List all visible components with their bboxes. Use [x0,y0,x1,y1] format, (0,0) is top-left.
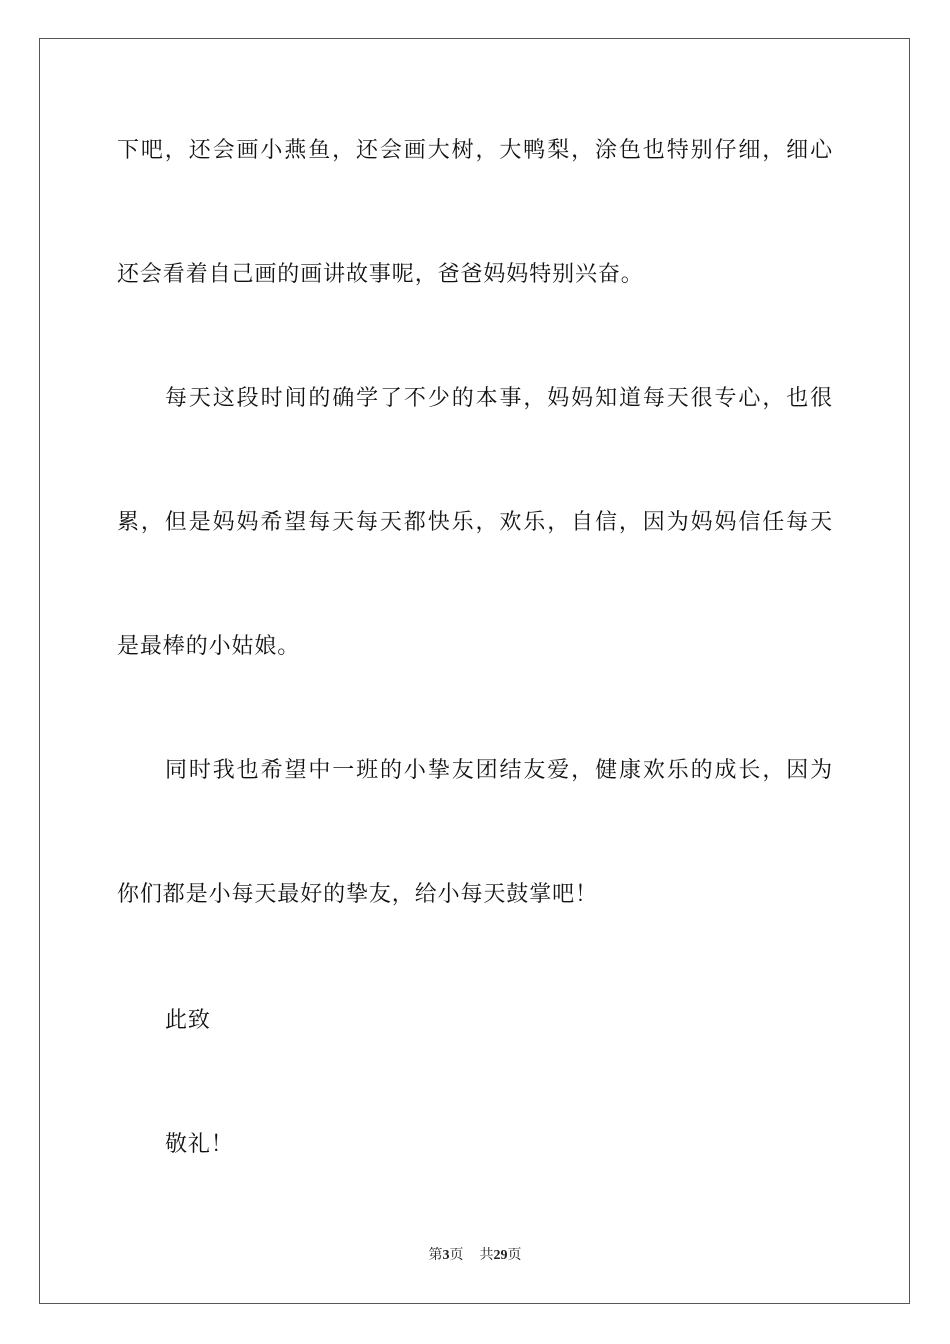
total-suffix: 页 [507,1248,522,1263]
text-line-1: 下吧，还会画小燕鱼，还会画大树，大鸭梨，涂色也特别仔细，细心 [117,138,833,163]
text-line-6: 同时我也希望中一班的小挚友团结友爱，健康欢乐的成长，因为 [165,758,833,783]
page-suffix: 页 [449,1248,464,1263]
page-footer [0,1246,950,1266]
text-line-3: 每天这段时间的确学了不少的本事，妈妈知道每天很专心，也很 [165,386,833,411]
closing-regards: 敬礼！ [165,1132,234,1157]
page-frame [39,38,910,1304]
text-line-2: 还会看着自己画的画讲故事呢，爸爸妈妈特别兴奋。 [117,262,644,287]
text-line-7: 你们都是小每天最好的挚友，给小每天鼓掌吧！ [117,882,598,907]
text-line-4: 累，但是妈妈希望每天每天都快乐，欢乐，自信，因为妈妈信任每天 [117,510,833,535]
page-number: 3 [442,1248,450,1263]
page-prefix: 第 [428,1248,443,1263]
total-pages: 29 [493,1248,508,1263]
closing-salutation: 此致 [165,1008,211,1033]
total-prefix: 共 [479,1248,494,1263]
text-line-5: 是最棒的小姑娘。 [117,634,301,659]
